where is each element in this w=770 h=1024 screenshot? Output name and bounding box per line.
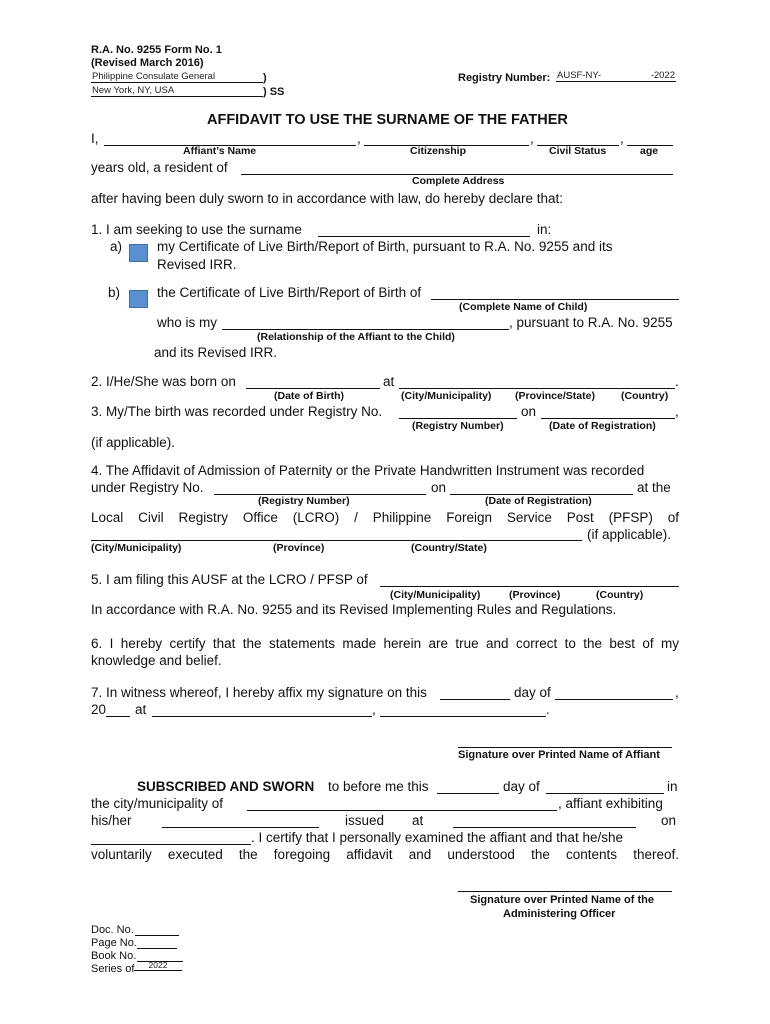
relationship-line[interactable] xyxy=(222,329,509,330)
item3-text: 3. My/The birth was recorded under Registry No. xyxy=(91,404,383,419)
pursuant-text: , pursuant to R.A. No. 9255 xyxy=(509,315,673,330)
item1a-label: a) xyxy=(110,239,123,254)
label-lcro-city: (City/Municipality) xyxy=(91,542,182,554)
venue-field-1[interactable] xyxy=(91,70,263,83)
page-no-line[interactable] xyxy=(137,948,177,949)
series-year-field[interactable] xyxy=(134,959,182,971)
label-lcro-country: (Country/State) xyxy=(411,542,487,554)
officer-signature-line[interactable] xyxy=(458,891,672,892)
item1a-text-2: Revised IRR. xyxy=(157,257,237,272)
dob-line[interactable] xyxy=(246,388,380,389)
label-citizenship: Citizenship xyxy=(410,145,467,157)
years-old-text: years old, a resident of xyxy=(91,160,228,175)
label-filing-country: (Country) xyxy=(596,589,644,601)
checkbox-option-a[interactable] xyxy=(129,244,148,262)
label-age: age xyxy=(640,145,659,157)
doc-no-label: Doc. No. xyxy=(91,924,134,936)
item1-text: 1. I am seeking to use the surname xyxy=(91,222,302,237)
label-birth-province: (Province/State) xyxy=(515,390,595,402)
comma-3: , xyxy=(620,131,624,146)
witness-day-line[interactable] xyxy=(440,699,510,700)
registry-year-field[interactable] xyxy=(618,69,676,82)
item4-at-the: at the xyxy=(637,480,671,495)
page-no-label: Page No. xyxy=(91,937,137,949)
jurat-on: on xyxy=(661,813,677,828)
venue-paren-1: ) xyxy=(263,72,267,84)
label-complete-address: Complete Address xyxy=(412,175,505,187)
witness-place-line-2[interactable] xyxy=(380,716,546,717)
jurat-in: in xyxy=(667,779,678,794)
item7-twenty: 20 xyxy=(91,702,107,717)
label-civil-status: Civil Status xyxy=(549,145,607,157)
series-label: Series of xyxy=(91,963,135,975)
item7-comma-2: , xyxy=(372,702,376,717)
registry-number-label: Registry Number: xyxy=(458,72,551,84)
jurat-month-line[interactable] xyxy=(546,793,664,794)
intro-i: I, xyxy=(91,131,99,146)
lcro-location-line[interactable] xyxy=(91,540,582,541)
birthplace-line[interactable] xyxy=(399,388,675,389)
affiant-signature-line[interactable] xyxy=(458,747,672,748)
item1a-text: my Certificate of Live Birth/Report of Birth, pursuant to R.A. No. 9255 and its xyxy=(157,239,613,254)
jurat-city-text: the city/municipality of xyxy=(91,796,224,811)
jurat-issued: issued xyxy=(345,813,385,828)
page-title: AFFIDAVIT TO USE THE SURNAME OF THE FATHER xyxy=(207,112,568,128)
witness-place-line[interactable] xyxy=(152,716,372,717)
book-no-label: Book No. xyxy=(91,950,137,962)
item4-applicable: (if applicable). xyxy=(587,527,672,542)
jurat-at: at xyxy=(412,813,424,828)
item4-under: under Registry No. xyxy=(91,480,204,495)
item1b-text: the Certificate of Live Birth/Report of Birth of xyxy=(157,285,422,300)
item7-at: at xyxy=(135,702,147,717)
label-filing-province: (Province) xyxy=(509,589,561,601)
jurat-day-of: day of xyxy=(503,779,540,794)
jurat-before: to before me this xyxy=(328,779,429,794)
who-is-my-text: who is my xyxy=(157,315,218,330)
item4-lcro-text: Local Civil Registry Office (LCRO) / Philippine Foreign Service Post (PFSP) of xyxy=(91,510,679,525)
item3-comma: , xyxy=(675,404,679,419)
item7-comma: , xyxy=(675,685,679,700)
item5-accordance: In accordance with R.A. No. 9255 and its Revised Implementing Rules and Regulations. xyxy=(91,602,617,617)
jurat-hisher: his/her xyxy=(91,813,132,828)
item3-on: on xyxy=(521,404,537,419)
item1b-label: b) xyxy=(108,285,121,300)
jurat-voluntarily: voluntarily executed the foregoing affidavit and understood the contents thereof. xyxy=(91,847,679,862)
label-affiant-name: Affiant’s Name xyxy=(183,145,257,157)
jurat-subscribed: SUBSCRIBED AND SWORN xyxy=(137,779,315,794)
label-aap-registration-date: (Date of Registration) xyxy=(485,495,592,507)
venue-paren-ss: ) SS xyxy=(263,86,285,98)
jurat-certify: . I certify that I personally examined the affiant and that he/she xyxy=(251,830,623,845)
item2-at: at xyxy=(383,374,395,389)
jurat-issued-date-line[interactable] xyxy=(91,844,251,845)
witness-month-line[interactable] xyxy=(555,699,673,700)
surname-line[interactable] xyxy=(318,236,530,237)
filing-location-line[interactable] xyxy=(380,586,679,587)
label-aap-registry-number: (Registry Number) xyxy=(258,495,350,507)
label-registry-number: (Registry Number) xyxy=(412,420,504,432)
label-dob: (Date of Birth) xyxy=(274,390,344,402)
birth-registry-no-line[interactable] xyxy=(399,418,517,419)
label-birth-city: (City/Municipality) xyxy=(401,390,492,402)
item7-period: . xyxy=(546,702,550,717)
jurat-id-line[interactable] xyxy=(162,827,319,828)
item2-period: . xyxy=(675,374,679,389)
item6-line1: 6. I hereby certify that the statements made herein are true and correct to the best of my xyxy=(91,636,679,651)
sworn-text: after having been duly sworn to in accordance with law, do hereby declare that: xyxy=(91,191,564,206)
birth-registration-date-line[interactable] xyxy=(541,418,675,419)
witness-year-line[interactable] xyxy=(106,716,130,717)
comma-2: , xyxy=(530,131,534,146)
item7-day-of: day of xyxy=(514,685,551,700)
label-lcro-province: (Province) xyxy=(273,542,325,554)
officer-signature-label-2: Administering Officer xyxy=(503,908,616,920)
officer-signature-label-1: Signature over Printed Name of the xyxy=(470,894,654,906)
item4-on: on xyxy=(431,480,447,495)
item5-text: 5. I am filing this AUSF at the LCRO / PFSP of xyxy=(91,572,368,587)
venue-field-2[interactable] xyxy=(91,84,263,97)
item2-text: 2. I/He/She was born on xyxy=(91,374,236,389)
checkbox-option-b[interactable] xyxy=(129,290,148,308)
child-name-line[interactable] xyxy=(431,299,679,300)
registry-prefix-field[interactable] xyxy=(556,69,618,82)
affiant-signature-label: Signature over Printed Name of Affiant xyxy=(458,749,660,761)
jurat-exhibiting: , affiant exhibiting xyxy=(558,796,663,811)
label-relationship: (Relationship of the Affiant to the Child) xyxy=(257,331,455,343)
label-birth-country: (Country) xyxy=(621,390,669,402)
comma-1: , xyxy=(357,131,361,146)
doc-no-line[interactable] xyxy=(135,935,179,936)
item7-text: 7. In witness whereof, I hereby affix my signature on this xyxy=(91,685,427,700)
form-number: R.A. No. 9255 Form No. 1 xyxy=(91,44,222,56)
label-filing-city: (City/Municipality) xyxy=(390,589,481,601)
item3-applicable: (if applicable). xyxy=(91,435,176,450)
jurat-city-line[interactable] xyxy=(247,810,557,811)
item1-in: in: xyxy=(537,222,552,237)
jurat-day-line[interactable] xyxy=(437,793,499,794)
item6-line2: knowledge and belief. xyxy=(91,653,222,668)
item4-line1: 4. The Affidavit of Admission of Paternity or the Private Handwritten Instrument was recorded xyxy=(91,463,645,478)
label-child-name: (Complete Name of Child) xyxy=(459,301,588,313)
label-registration-date: (Date of Registration) xyxy=(549,420,656,432)
revised-irr-text: and its Revised IRR. xyxy=(154,345,278,360)
form-revision: (Revised March 2016) xyxy=(91,57,204,69)
jurat-issued-place-line[interactable] xyxy=(453,827,636,828)
